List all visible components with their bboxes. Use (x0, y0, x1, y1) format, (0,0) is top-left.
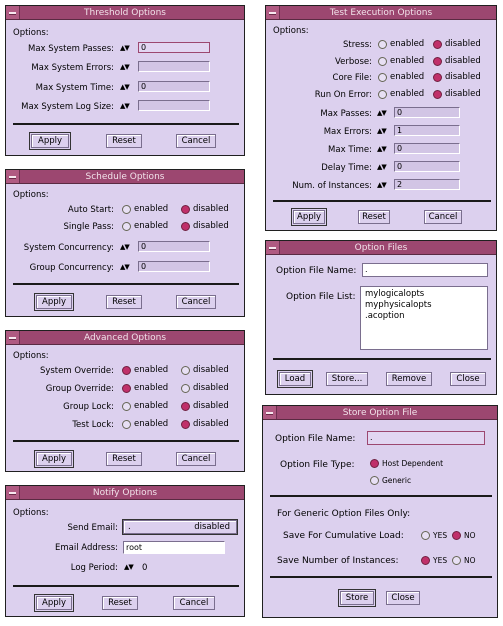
verbose-label: Verbose: (335, 57, 372, 67)
options-label: Options: (13, 28, 49, 38)
option-file-type-label: Option File Type: (280, 460, 355, 470)
generic-radio[interactable]: Generic (370, 476, 411, 485)
window-menu-icon[interactable] (263, 406, 277, 419)
max-errors-label: Max Errors: (323, 127, 372, 137)
schedule-options-window (5, 169, 245, 317)
email-address-input[interactable]: root (123, 541, 225, 554)
apply-button[interactable]: Apply (36, 452, 72, 466)
instances-no-radio[interactable]: NO (452, 556, 476, 565)
send-email-label: Send Email: (67, 523, 118, 533)
threshold-title-bar (6, 6, 244, 20)
stepper-arrows-icon[interactable]: ▲▼ (377, 163, 386, 171)
save-num-instances-label: Save Number of Instances: (277, 556, 399, 566)
max-passes-input[interactable]: 0 (394, 107, 460, 118)
test-lock-label: Test Lock: (72, 420, 114, 430)
schedule-title-bar (6, 170, 244, 184)
max-system-log-size-input[interactable] (138, 100, 210, 111)
log-period-label: Log Period: (70, 563, 118, 573)
stress-disabled-radio[interactable]: disabled (433, 39, 481, 49)
apply-button[interactable]: Apply (36, 295, 72, 309)
reset-button[interactable]: Reset (102, 596, 138, 610)
verbose-enabled-radio[interactable]: enabled (378, 56, 424, 66)
delay-time-label: Delay Time: (321, 163, 372, 173)
core-file-enabled-radio[interactable]: enabled (378, 72, 424, 82)
apply-button[interactable]: Apply (36, 596, 72, 610)
group-lock-enabled-radio[interactable]: enabled (122, 401, 168, 411)
core-file-disabled-radio[interactable]: disabled (433, 72, 481, 82)
group-override-disabled-radio[interactable]: disabled (181, 383, 229, 393)
window-title: Test Execution Options (329, 8, 433, 18)
instances-yes-radio[interactable]: YES (421, 556, 447, 565)
reset-button[interactable]: Reset (358, 210, 390, 224)
stress-enabled-radio[interactable]: enabled (378, 39, 424, 49)
auto-start-label: Auto Start: (67, 205, 114, 215)
group-lock-disabled-radio[interactable]: disabled (181, 401, 229, 411)
stepper-arrows-icon[interactable]: ▲▼ (377, 127, 386, 135)
verbose-disabled-radio[interactable]: disabled (433, 56, 481, 66)
test-lock-disabled-radio[interactable]: disabled (181, 419, 229, 429)
list-item[interactable]: mylogicalopts (365, 289, 425, 299)
separator (270, 576, 492, 578)
save-cumulative-load-label: Save For Cumulative Load: (283, 531, 404, 541)
window-title: Schedule Options (85, 172, 165, 182)
cancel-button[interactable]: Cancel (173, 596, 215, 610)
stepper-arrows-icon[interactable]: ▲▼ (377, 181, 386, 189)
notify-title-bar (6, 486, 244, 500)
reset-button[interactable]: Reset (106, 452, 142, 466)
single-pass-label: Single Pass: (63, 222, 114, 232)
send-email-value: disabled (194, 522, 230, 532)
num-instances-label: Num. of Instances: (292, 181, 372, 191)
store-option-file-window (262, 405, 498, 618)
window-title: Notify Options (92, 488, 158, 498)
auto-start-enabled-radio[interactable]: enabled (122, 204, 168, 214)
send-email-select[interactable] (123, 520, 237, 534)
stepper-arrows-icon[interactable]: ▲▼ (120, 63, 129, 71)
log-period-value[interactable]: 0 (142, 563, 148, 573)
single-pass-enabled-radio[interactable]: enabled (122, 221, 168, 231)
option-file-list-label: Option File List: (286, 292, 356, 302)
stepper-arrows-icon[interactable]: ▲▼ (124, 563, 133, 571)
group-override-label: Group Override: (45, 384, 114, 394)
cancel-button[interactable]: Cancel (176, 134, 216, 148)
options-label: Options: (13, 508, 49, 518)
max-system-passes-label: Max System Passes: (27, 44, 114, 54)
max-passes-label: Max Passes: (320, 109, 372, 119)
options-label: Options: (273, 26, 309, 36)
separator (273, 358, 491, 360)
host-dependent-radio[interactable]: Host Dependent (370, 459, 443, 468)
group-override-enabled-radio[interactable]: enabled (122, 383, 168, 393)
auto-start-disabled-radio[interactable]: disabled (181, 204, 229, 214)
cancel-button[interactable]: Cancel (176, 295, 216, 309)
window-title: Advanced Options (83, 333, 167, 343)
run-on-error-label: Run On Error: (314, 90, 372, 100)
system-override-disabled-radio[interactable]: disabled (181, 365, 229, 375)
store-button[interactable]: Store... (326, 372, 368, 386)
window-menu-icon[interactable] (266, 241, 280, 254)
window-title: Option Files (354, 243, 408, 253)
window-title: Store Option File (342, 408, 418, 418)
generic-only-label: For Generic Option Files Only: (277, 509, 411, 519)
option-file-name-input[interactable]: . (367, 431, 485, 445)
close-button[interactable]: Close (450, 372, 486, 386)
group-concurrency-input[interactable]: 0 (138, 261, 210, 272)
list-item[interactable]: myphysicalopts (365, 300, 432, 310)
num-instances-input[interactable]: 2 (394, 179, 460, 190)
separator (13, 283, 239, 285)
system-concurrency-input[interactable]: 0 (138, 241, 210, 252)
cumulative-no-radio[interactable]: NO (452, 531, 476, 540)
max-time-label: Max Time: (328, 145, 372, 155)
stepper-arrows-icon[interactable]: ▲▼ (120, 243, 129, 251)
system-override-label: System Override: (39, 366, 114, 376)
separator (13, 440, 239, 442)
separator (270, 495, 492, 497)
close-button[interactable]: Close (386, 591, 420, 605)
stepper-arrows-icon[interactable]: ▲▼ (377, 109, 386, 117)
apply-button[interactable]: Apply (31, 134, 69, 148)
group-lock-label: Group Lock: (63, 402, 114, 412)
stepper-arrows-icon[interactable]: ▲▼ (120, 83, 129, 91)
max-system-time-label: Max System Time: (35, 83, 114, 93)
reset-button[interactable]: Reset (106, 134, 142, 148)
cumulative-yes-radio[interactable]: YES (421, 531, 447, 540)
option-file-name-input[interactable]: . (362, 263, 488, 277)
window-menu-icon[interactable] (6, 170, 20, 183)
option-files-window (265, 240, 497, 395)
window-menu-icon[interactable] (6, 6, 20, 19)
max-system-passes-input[interactable]: 0 (138, 42, 210, 53)
stepper-arrows-icon[interactable]: ▲▼ (120, 263, 129, 271)
separator (273, 200, 491, 202)
cancel-button[interactable]: Cancel (424, 210, 462, 224)
system-override-enabled-radio[interactable]: enabled (122, 365, 168, 375)
test-lock-enabled-radio[interactable]: enabled (122, 419, 168, 429)
store-option-file-title-bar (263, 406, 497, 420)
test-execution-title-bar (266, 6, 496, 20)
max-time-input[interactable]: 0 (394, 143, 460, 154)
load-button[interactable]: Load (279, 372, 311, 386)
max-system-time-input[interactable]: 0 (138, 81, 210, 92)
window-menu-icon[interactable] (6, 331, 20, 344)
max-errors-input[interactable]: 1 (394, 125, 460, 136)
reset-button[interactable]: Reset (106, 295, 142, 309)
test-execution-options-window (265, 5, 497, 231)
option-file-name-label: Option File Name: (276, 266, 357, 276)
email-address-label: Email Address: (55, 543, 118, 553)
remove-button[interactable]: Remove (386, 372, 432, 386)
max-system-errors-input[interactable] (138, 61, 210, 72)
select-indicator: . (128, 522, 131, 532)
advanced-options-window (5, 330, 245, 472)
group-concurrency-label: Group Concurrency: (29, 263, 114, 273)
stepper-arrows-icon[interactable]: ▲▼ (120, 44, 129, 52)
threshold-options-window (5, 5, 245, 156)
max-system-errors-label: Max System Errors: (31, 63, 114, 73)
single-pass-disabled-radio[interactable]: disabled (181, 221, 229, 231)
system-concurrency-label: System Concurrency: (23, 243, 114, 253)
window-title: Threshold Options (84, 8, 166, 18)
advanced-title-bar (6, 331, 244, 345)
separator (13, 585, 239, 587)
run-on-error-disabled-radio[interactable]: disabled (433, 89, 481, 99)
core-file-label: Core File: (332, 73, 372, 83)
store-button[interactable]: Store (340, 591, 374, 605)
option-file-name-label: Option File Name: (275, 434, 356, 444)
options-label: Options: (13, 351, 49, 361)
run-on-error-enabled-radio[interactable]: enabled (378, 89, 424, 99)
option-file-list[interactable] (360, 286, 488, 350)
separator (13, 123, 239, 125)
options-label: Options: (13, 190, 49, 200)
apply-button[interactable]: Apply (293, 210, 325, 224)
stress-label: Stress: (343, 40, 372, 50)
delay-time-input[interactable]: 0 (394, 161, 460, 172)
stepper-arrows-icon[interactable]: ▲▼ (120, 102, 129, 110)
max-system-log-size-label: Max System Log Size: (21, 102, 114, 112)
notify-options-window (5, 485, 245, 617)
stepper-arrows-icon[interactable]: ▲▼ (377, 145, 386, 153)
cancel-button[interactable]: Cancel (176, 452, 216, 466)
window-menu-icon[interactable] (266, 6, 280, 19)
list-item[interactable]: .acoption (365, 311, 405, 321)
window-menu-icon[interactable] (6, 486, 20, 499)
option-files-title-bar (266, 241, 496, 255)
